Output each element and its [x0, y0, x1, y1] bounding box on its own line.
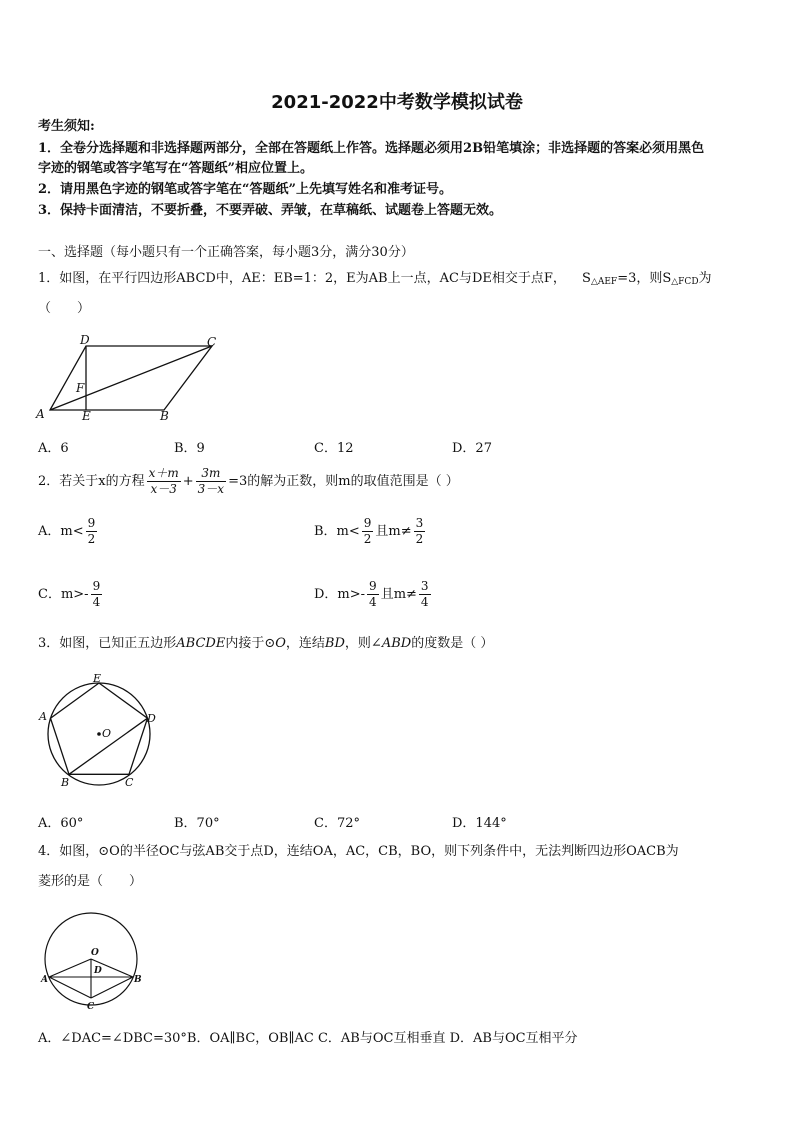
q2-c-num: 9	[92, 579, 101, 593]
q4-line-1: 4．如图，⊙O的半径OC与弦AB交于点D，连结OA，AC，CB，BO，则下列条件中，无法判断四边形OACB为	[38, 844, 679, 859]
q2-prefix: 2．若关于x的方程	[38, 474, 145, 489]
q2-b-pre: B．m<	[314, 524, 360, 539]
notice-item-2: 2．请用黑色字迹的钢笔或答字笔在“答题纸”上先填写姓名和准考证号。	[38, 182, 453, 197]
label-e: E	[82, 409, 91, 423]
pentagon-figure	[36, 672, 166, 792]
q2-b-den: 2	[363, 532, 372, 546]
notice-item-3: 3．保持卡面清洁，不要折叠，不要弄破、弄皱，在草稿纸、试题卷上答题无效。	[38, 203, 503, 218]
q4-line-2: 菱形的是（ ）	[38, 874, 143, 889]
q3-circle-name: O	[275, 636, 286, 651]
q2-plus: +	[182, 474, 194, 489]
q3-option-a[interactable]: A．60°	[38, 816, 84, 831]
label-a: A	[36, 407, 45, 421]
label-a: A	[39, 710, 47, 723]
page-title: 2021-2022中考数学模拟试卷	[271, 92, 523, 113]
label-e: E	[93, 672, 102, 685]
q2-a-pre: A．m<	[38, 524, 84, 539]
q2-a-den: 2	[87, 532, 96, 546]
label-a: A	[41, 975, 48, 985]
q1-option-c[interactable]: C．12	[314, 441, 354, 456]
q1-text	[38, 270, 712, 291]
q3-text	[38, 635, 493, 653]
label-c: C	[87, 1002, 95, 1012]
segment-oa	[49, 959, 91, 977]
q2-d-den-2: 4	[420, 595, 429, 609]
label-c: C	[125, 776, 134, 789]
q1-s-fcd-sub: △FCD	[671, 277, 699, 287]
label-b: B	[134, 975, 142, 985]
q3-text-a: 3．如图，已知正五边形	[38, 636, 177, 651]
q1-option-b[interactable]: B．9	[174, 441, 205, 456]
q2-d-den: 4	[369, 595, 377, 609]
q2-f1-den: x－3	[150, 482, 177, 496]
q3-polygon-name: ABCDE	[176, 636, 226, 651]
q2-text	[38, 465, 459, 499]
section-heading: 一、选择题（每小题只有一个正确答案，每小题3分，满分30分）	[38, 245, 414, 260]
q2-d-num: 9	[369, 579, 377, 593]
label-d: D	[94, 966, 102, 976]
q3-options	[38, 812, 758, 830]
notice-item-1: 1．全卷分选择题和非选择题两部分，全部在答题纸上作答。选择题必须用2B铅笔填涂；非选择题的答案必须用黑色	[38, 141, 705, 156]
label-d: D	[80, 333, 90, 347]
q2-f2-num: 3m	[196, 466, 226, 482]
q2-option-d[interactable]	[314, 578, 433, 612]
q2-b-num-2: 3	[415, 516, 424, 530]
label-d: D	[147, 712, 156, 725]
q3-option-c[interactable]: C．72°	[314, 816, 360, 831]
q3-text-d: ，则∠	[344, 636, 382, 651]
center-point	[97, 732, 101, 736]
q1-s-fcd-tail: 为	[698, 271, 712, 286]
q3-option-d[interactable]: D．144°	[452, 816, 507, 831]
q2-a-frac	[86, 516, 98, 547]
q2-a-num: 9	[87, 516, 96, 530]
q2-d-frac-2	[419, 579, 431, 610]
q2-d-mid: 且m≠	[380, 587, 417, 602]
q2-c-pre: C．m>-	[38, 587, 89, 602]
q2-b-num: 9	[363, 516, 372, 530]
parallelogram-figure	[34, 332, 224, 424]
q3-text-c: ，连结	[285, 636, 325, 651]
q2-b-mid: 且m≠	[375, 524, 412, 539]
circle-figure	[36, 910, 146, 1012]
q2-option-a[interactable]	[38, 515, 99, 549]
label-o: O	[102, 727, 112, 740]
q2-b-frac	[362, 516, 374, 547]
q1-paren: （ ）	[38, 301, 91, 316]
q2-option-c[interactable]	[38, 578, 104, 612]
notice-item-1-cont: 字迹的钢笔或答字笔写在“答题纸”相应位置上。	[38, 161, 313, 176]
q2-c-den: 4	[92, 595, 101, 609]
q2-option-b[interactable]	[314, 515, 427, 549]
q3-segment-name: BD	[324, 636, 345, 651]
label-b: B	[61, 776, 70, 789]
q1-s-aef: S	[582, 271, 591, 286]
q2-suffix: =3的解为正数，则m的取值范围是（ ）	[228, 474, 459, 489]
q1-options	[38, 437, 758, 455]
q1-s-aef-val: =3，则S	[617, 271, 672, 286]
q1-s-aef-sub: △AEF	[590, 277, 618, 287]
q3-option-b[interactable]: B．70°	[174, 816, 220, 831]
q1-option-a[interactable]: A．6	[38, 441, 69, 456]
label-o: O	[91, 948, 99, 958]
q2-d-pre: D．m>-	[314, 587, 366, 602]
q2-fraction-1	[147, 466, 181, 497]
q4-options[interactable]: A．∠DAC=∠DBC=30°B．OA∥BC，OB∥AC C．AB与OC互相垂直 D．AB与OC互相平分	[38, 1031, 578, 1046]
q2-d-num-2: 3	[420, 579, 429, 593]
label-b: B	[160, 409, 169, 423]
q2-f2-den: 3－x	[197, 482, 225, 496]
notice-heading: 考生须知:	[38, 119, 95, 134]
q2-b-frac-2	[414, 516, 426, 547]
q3-text-b: 内接于⊙	[225, 636, 276, 651]
label-c: C	[207, 335, 217, 349]
q2-b-den-2: 2	[415, 532, 424, 546]
q3-angle-name: ABD	[381, 636, 412, 651]
q3-text-e: 的度数是（ ）	[411, 636, 494, 651]
q1-text-a: 1．如图，在平行四边形ABCD中，AE：EB=1：2，E为AB上一点，AC与DE相交于点F，	[38, 271, 566, 286]
q2-d-frac	[367, 579, 379, 610]
q2-c-frac	[91, 579, 103, 610]
label-f: F	[76, 381, 85, 395]
q2-f1-num: x＋m	[148, 466, 179, 480]
q2-fraction-2	[196, 466, 226, 497]
q1-option-d[interactable]: D．27	[452, 441, 492, 456]
